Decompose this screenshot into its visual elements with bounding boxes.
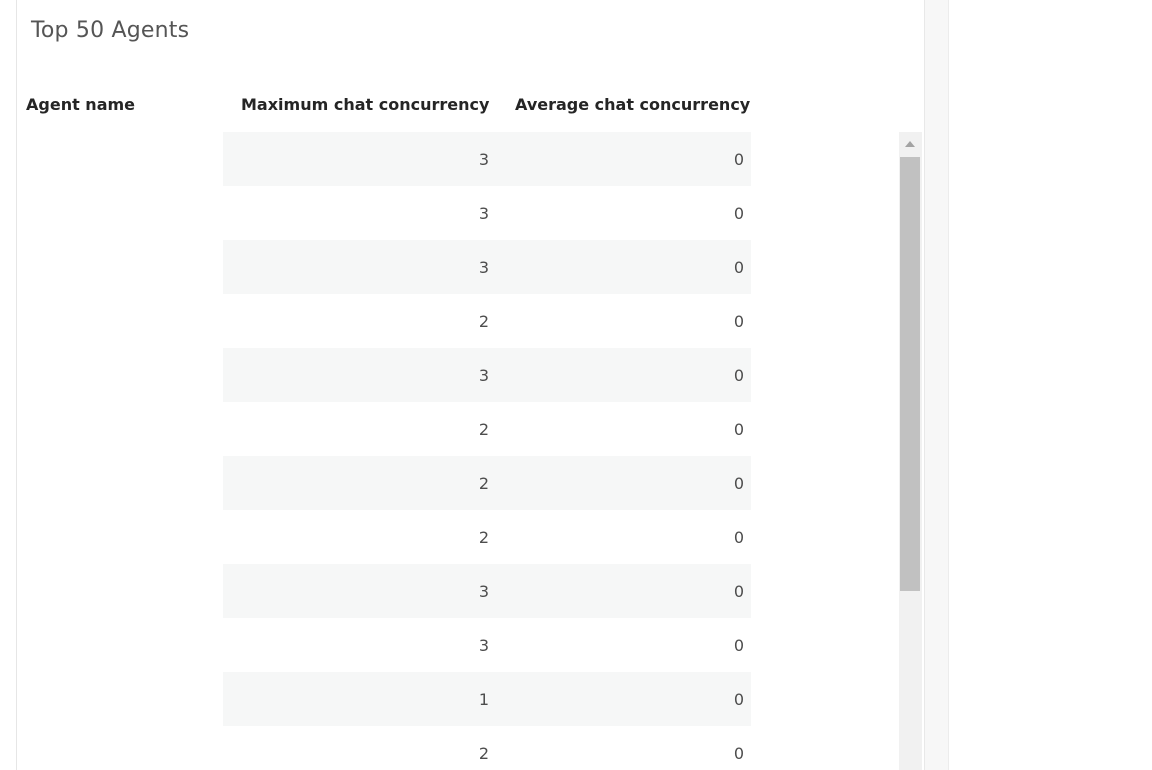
avg-concurrency-cell: 0 bbox=[733, 528, 744, 547]
table-row bbox=[0, 726, 900, 770]
max-concurrency-cell: 2 bbox=[478, 312, 489, 331]
agents-table-body bbox=[0, 132, 900, 770]
max-concurrency-cell: 3 bbox=[478, 258, 489, 277]
panel-title: Top 50 Agents bbox=[31, 18, 190, 43]
avg-concurrency-cell: 0 bbox=[733, 258, 744, 277]
table-row bbox=[0, 564, 900, 618]
table-row bbox=[0, 456, 900, 510]
avg-concurrency-cell: 0 bbox=[733, 636, 744, 655]
avg-concurrency-cell: 0 bbox=[733, 690, 744, 709]
panel-right-gutter bbox=[924, 0, 949, 770]
avg-concurrency-cell: 0 bbox=[733, 744, 744, 763]
scroll-up-arrow-icon[interactable] bbox=[899, 132, 922, 156]
table-row bbox=[0, 510, 900, 564]
max-concurrency-cell: 3 bbox=[478, 582, 489, 601]
table-row bbox=[0, 348, 900, 402]
table-row bbox=[0, 186, 900, 240]
table-row bbox=[0, 402, 900, 456]
column-header-avg-concurrency[interactable]: Average chat concurrency bbox=[515, 95, 751, 114]
avg-concurrency-cell: 0 bbox=[733, 474, 744, 493]
table-vertical-scrollbar[interactable] bbox=[899, 132, 922, 770]
column-header-max-concurrency[interactable]: Maximum chat concurrency bbox=[241, 95, 490, 114]
avg-concurrency-cell: 0 bbox=[733, 582, 744, 601]
column-header-agent-name[interactable]: Agent name bbox=[26, 95, 136, 114]
max-concurrency-cell: 1 bbox=[478, 690, 489, 709]
avg-concurrency-cell: 0 bbox=[733, 312, 744, 331]
max-concurrency-cell: 3 bbox=[478, 150, 489, 169]
avg-concurrency-cell: 0 bbox=[733, 204, 744, 223]
table-row bbox=[0, 294, 900, 348]
max-concurrency-cell: 2 bbox=[478, 420, 489, 439]
scrollbar-thumb[interactable] bbox=[900, 157, 920, 591]
table-row bbox=[0, 672, 900, 726]
max-concurrency-cell: 3 bbox=[478, 204, 489, 223]
table-row bbox=[0, 132, 900, 186]
avg-concurrency-cell: 0 bbox=[733, 366, 744, 385]
avg-concurrency-cell: 0 bbox=[733, 420, 744, 439]
max-concurrency-cell: 2 bbox=[478, 474, 489, 493]
max-concurrency-cell: 2 bbox=[478, 528, 489, 547]
avg-concurrency-cell: 0 bbox=[733, 150, 744, 169]
max-concurrency-cell: 2 bbox=[478, 744, 489, 763]
table-row bbox=[0, 618, 900, 672]
table-row bbox=[0, 240, 900, 294]
max-concurrency-cell: 3 bbox=[478, 366, 489, 385]
max-concurrency-cell: 3 bbox=[478, 636, 489, 655]
